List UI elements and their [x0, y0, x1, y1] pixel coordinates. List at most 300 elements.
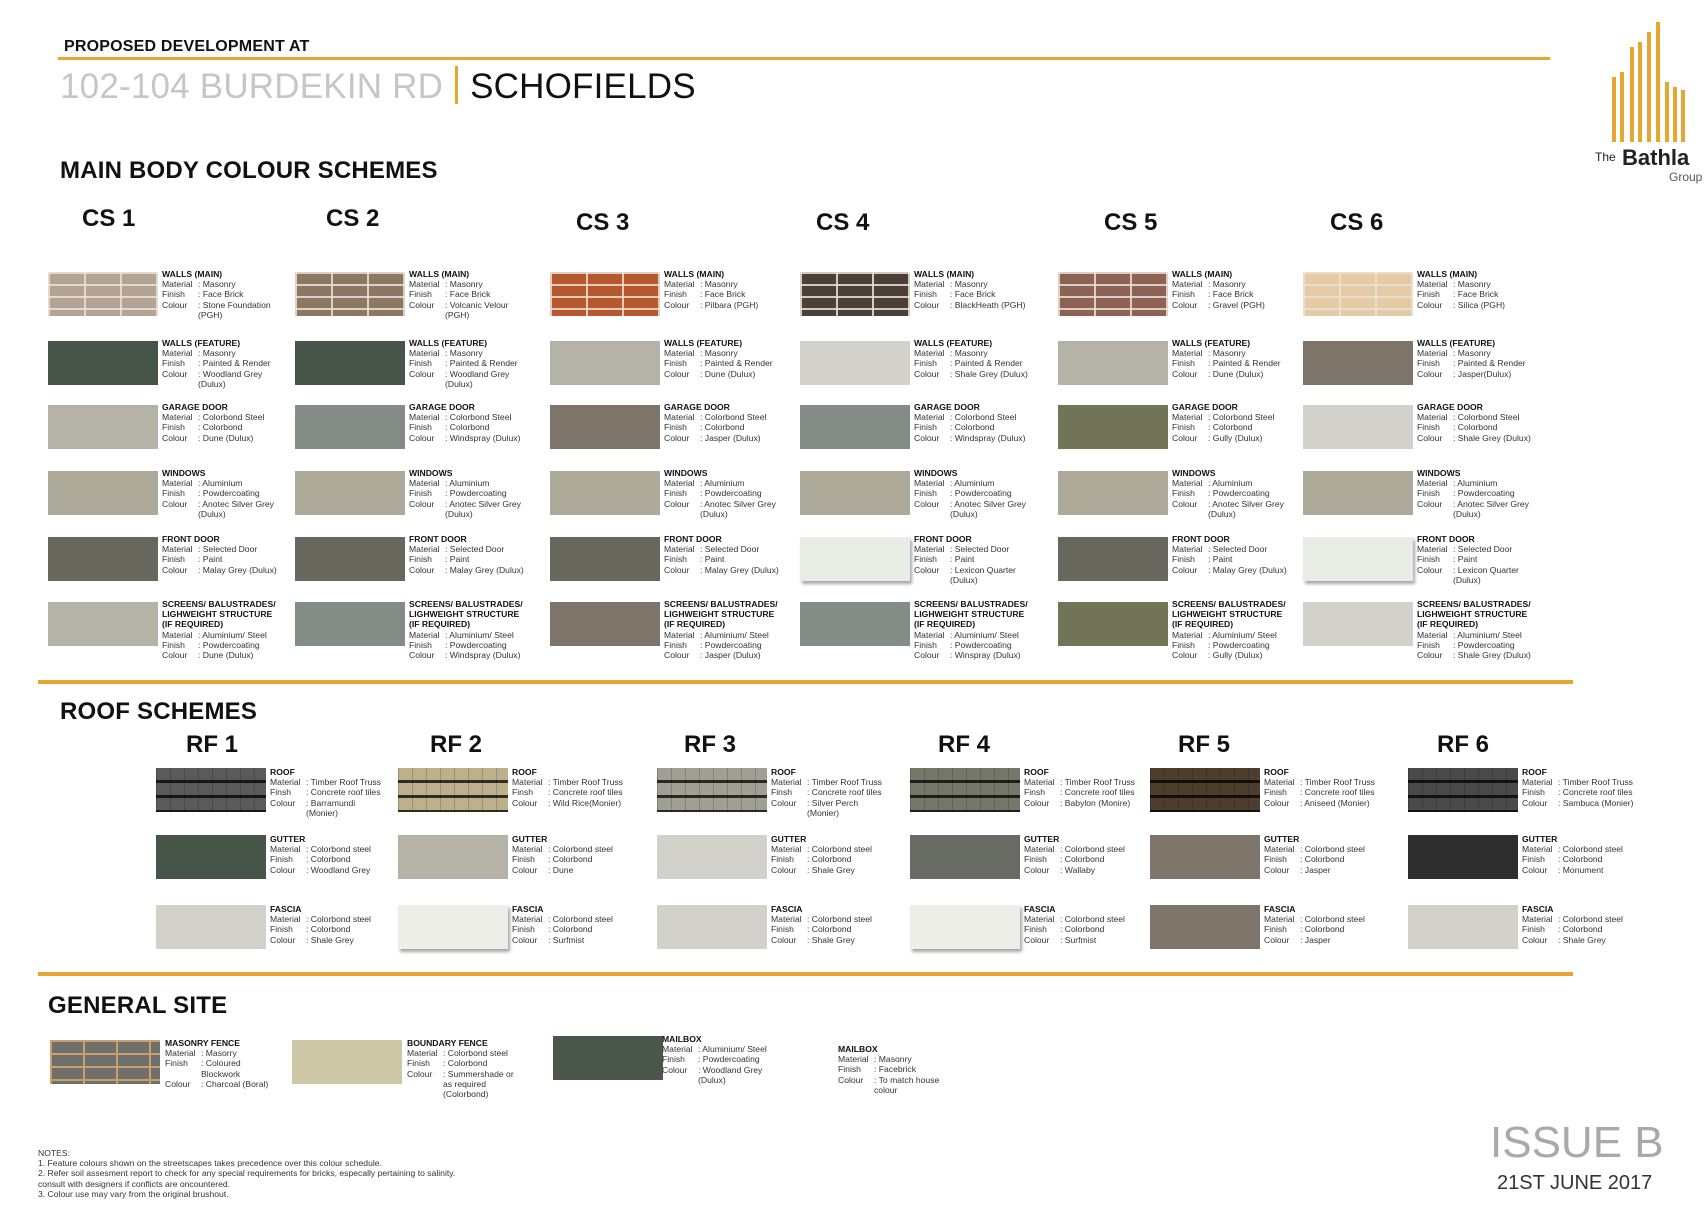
finish-label: Finish	[1417, 358, 1440, 369]
colour-swatch	[398, 768, 508, 812]
spec-block	[664, 534, 780, 575]
finish-label: Finish	[162, 488, 185, 499]
finish-label: Finsh	[512, 787, 534, 798]
material-label: Material	[1417, 629, 1448, 640]
colour-label: Colour	[162, 299, 188, 310]
colour-label: Colour	[162, 498, 188, 509]
material-label: Material	[914, 544, 945, 555]
colour-value: : Dune (Dulux)	[700, 368, 756, 379]
colour-value: : Charcoal (Boral)	[201, 1078, 269, 1089]
finish-label: Finish	[664, 554, 687, 565]
material-label: Material	[409, 412, 440, 423]
material-label: Material	[664, 544, 695, 555]
finish-value: : Concrete roof tiles	[1300, 787, 1375, 798]
spec-heading: WALLS (FEATURE)	[1172, 338, 1251, 348]
colour-swatch	[910, 905, 1020, 949]
finish-label: Finish	[1522, 924, 1545, 935]
colour-swatch	[1408, 768, 1518, 812]
finish-label: Finish	[1172, 488, 1195, 499]
finish-label: Finish	[165, 1058, 188, 1069]
material-label: Material	[1172, 544, 1203, 555]
finish-value: : Powdercoating	[1453, 488, 1515, 499]
finish-value: : Concrete roof tiles	[306, 787, 381, 798]
material-value: : Masonry	[445, 348, 483, 359]
spec-block	[162, 338, 278, 389]
finish-label: Finish	[512, 924, 535, 935]
colour-label: Colour	[1172, 432, 1198, 443]
spec-heading: WINDOWS	[162, 468, 206, 478]
material-label: Material	[1417, 478, 1448, 489]
bathla-group-logo	[1595, 22, 1704, 192]
material-value: : Aluminium/ Steel	[950, 629, 1019, 640]
colour-label: Colour	[771, 864, 797, 875]
finish-label: Finish	[914, 554, 937, 565]
colour-label: Colour	[409, 432, 435, 443]
material-label: Material	[1024, 777, 1055, 788]
colour-value: : Anotec Silver Grey (Dulux)	[1208, 498, 1284, 519]
spec-block	[1522, 834, 1638, 875]
colour-label: Colour	[664, 650, 690, 661]
spec-block	[1417, 468, 1533, 519]
scheme-label-cs5: CS 5	[1104, 209, 1158, 236]
material-label: Material	[1264, 844, 1295, 855]
finish-label: Finish	[512, 854, 535, 865]
material-value: : Masonry	[950, 279, 988, 290]
material-label: Material	[664, 478, 695, 489]
material-label: Material	[838, 1054, 869, 1065]
colour-label: Colour	[1024, 934, 1050, 945]
colour-label: Colour	[270, 797, 296, 808]
main-body-title: MAIN BODY COLOUR SCHEMES	[60, 157, 438, 184]
material-label: Material	[1264, 914, 1295, 925]
colour-swatch	[1408, 905, 1518, 949]
finish-value: : Coloured Blockwork	[201, 1058, 241, 1079]
spec-heading: FASCIA	[1024, 904, 1056, 914]
colour-swatch	[48, 341, 158, 385]
material-value: : Selected Door	[445, 544, 505, 555]
colour-label: Colour	[407, 1068, 433, 1079]
spec-block	[270, 767, 386, 818]
material-value: : Colorbond steel	[548, 844, 613, 855]
colour-value: : Surfmist	[548, 934, 585, 945]
colour-label: Colour	[1264, 797, 1290, 808]
colour-swatch	[292, 1040, 402, 1084]
material-label: Material	[165, 1048, 196, 1059]
note-line: 2. Refer soil assesment report to check for any special requirements for bricks, especally pertaining to salinity.	[38, 1168, 456, 1179]
colour-value: : Barramundi (Monier)	[306, 797, 356, 818]
spec-heading: WALLS (MAIN)	[162, 269, 223, 279]
spec-heading: FASCIA	[270, 904, 302, 914]
spec-heading: ROOF	[270, 767, 295, 777]
spec-block	[1417, 338, 1533, 379]
spec-block	[270, 834, 386, 875]
finish-label: Finish	[914, 422, 937, 433]
material-value: : Colorbond steel	[306, 914, 371, 925]
material-value: : Colorbond steel	[807, 844, 872, 855]
colour-swatch	[48, 537, 158, 581]
material-label: Material	[270, 844, 301, 855]
finish-value: : Painted & Render	[445, 358, 518, 369]
colour-swatch	[398, 905, 508, 949]
colour-label: Colour	[1417, 564, 1443, 575]
spec-heading: ROOF	[1522, 767, 1547, 777]
finish-value: : Paint	[445, 554, 470, 565]
spec-heading: FASCIA	[1522, 904, 1554, 914]
finish-label: Finish	[1417, 422, 1440, 433]
material-label: Material	[1522, 844, 1553, 855]
spec-block	[664, 468, 780, 519]
material-label: Material	[914, 279, 945, 290]
scheme-label-rf5: RF 5	[1178, 731, 1231, 758]
spec-block	[1522, 767, 1638, 808]
spec-block	[771, 834, 887, 875]
finish-value: : Powdercoating	[1453, 639, 1515, 650]
finish-label: Finish	[1172, 289, 1195, 300]
material-label: Material	[409, 348, 440, 359]
colour-value: : Surfmist	[1060, 934, 1097, 945]
colour-value: : Malay Grey (Dulux)	[1208, 564, 1287, 575]
spec-heading: GARAGE DOOR	[1417, 402, 1483, 412]
finish-label: Finish	[162, 289, 185, 300]
finish-value: : Colorbond	[1558, 854, 1603, 865]
colour-label: Colour	[1024, 864, 1050, 875]
colour-swatch	[398, 835, 508, 879]
spec-heading: GUTTER	[270, 834, 306, 844]
material-value: : Colorbond steel	[1558, 844, 1623, 855]
colour-swatch	[657, 905, 767, 949]
material-value: : Aluminium/ Steel	[445, 629, 514, 640]
finish-value: : Colorbond	[198, 422, 243, 433]
finish-value: : Powdercoating	[198, 639, 260, 650]
material-label: Material	[664, 412, 695, 423]
spec-block	[512, 904, 628, 945]
spec-block	[409, 599, 525, 660]
colour-label: Colour	[409, 368, 435, 379]
material-label: Material	[1417, 544, 1448, 555]
spec-heading: FASCIA	[1264, 904, 1296, 914]
material-value: : Aluminium/ Steel	[198, 629, 267, 640]
colour-swatch	[910, 768, 1020, 812]
finish-value: : Powdercoating	[950, 639, 1012, 650]
finish-value: : Powdercoating	[698, 1054, 760, 1065]
logo-the: The	[1595, 150, 1616, 164]
scheme-label-cs3: CS 3	[576, 209, 630, 236]
finish-value: : Colorbond	[548, 924, 593, 935]
section-divider	[38, 680, 1573, 684]
colour-value: : Shale Grey (Dulux)	[1453, 650, 1531, 661]
finish-label: Finish	[662, 1054, 685, 1065]
colour-value: : Silver Perch (Monier)	[807, 797, 859, 818]
colour-value: : Shale Grey (Dulux)	[950, 368, 1028, 379]
scheme-label-rf2: RF 2	[430, 731, 483, 758]
colour-label: Colour	[512, 934, 538, 945]
colour-label: Colour	[409, 564, 435, 575]
colour-value: : Jasper (Dulux)	[700, 432, 761, 443]
finish-label: Finish	[1172, 554, 1195, 565]
note-line: 3. Colour use may vary from the original brushout.	[38, 1188, 229, 1199]
spec-heading: FASCIA	[512, 904, 544, 914]
finish-label: Finish	[914, 488, 937, 499]
material-label: Material	[162, 348, 193, 359]
colour-label: Colour	[664, 368, 690, 379]
colour-swatch	[800, 341, 910, 385]
material-label: Material	[1264, 777, 1295, 788]
finish-label: Finish	[664, 358, 687, 369]
colour-value: : Anotec Silver Grey (Dulux)	[198, 498, 274, 519]
colour-label: Colour	[1172, 564, 1198, 575]
colour-value: : Jasper(Dulux)	[1453, 368, 1512, 379]
colour-label: Colour	[1264, 934, 1290, 945]
spec-block	[409, 534, 525, 575]
finish-value: : Painted & Render	[198, 358, 271, 369]
spec-heading: ROOF	[1264, 767, 1289, 777]
spec-heading: WALLS (MAIN)	[1417, 269, 1478, 279]
spec-block	[1264, 767, 1380, 808]
colour-value: : Windspray (Dulux)	[950, 432, 1026, 443]
finish-value: : Powdercoating	[198, 488, 260, 499]
spec-block	[162, 534, 278, 575]
spec-heading: WALLS (FEATURE)	[162, 338, 241, 348]
spec-heading: WALLS (MAIN)	[409, 269, 470, 279]
finish-label: Finish	[409, 422, 432, 433]
colour-swatch	[657, 768, 767, 812]
material-label: Material	[664, 629, 695, 640]
spec-heading: FRONT DOOR	[664, 534, 722, 544]
material-label: Material	[162, 412, 193, 423]
colour-label: Colour	[162, 432, 188, 443]
material-value: : Aluminium/ Steel	[1453, 629, 1522, 640]
colour-label: Colour	[162, 650, 188, 661]
colour-value: : Anotec Silver Grey (Dulux)	[950, 498, 1026, 519]
finish-label: Finish	[1172, 422, 1195, 433]
spec-block	[914, 599, 1030, 660]
colour-label: Colour	[1172, 299, 1198, 310]
spec-heading: WALLS (FEATURE)	[664, 338, 743, 348]
spec-block	[162, 402, 278, 443]
spec-heading: WINDOWS	[914, 468, 958, 478]
colour-label: Colour	[664, 498, 690, 509]
colour-value: : Babylon (Monire)	[1060, 797, 1131, 808]
material-label: Material	[1172, 348, 1203, 359]
spec-heading: FRONT DOOR	[409, 534, 467, 544]
finish-label: Finish	[270, 854, 293, 865]
spec-block	[914, 269, 1030, 310]
material-label: Material	[914, 629, 945, 640]
scheme-label-cs1: CS 1	[82, 205, 136, 232]
finish-value: : Powdercoating	[700, 488, 762, 499]
finish-value: : Face Brick	[950, 289, 996, 300]
finish-value: : Paint	[198, 554, 223, 565]
colour-value: : Windspray (Dulux)	[445, 432, 521, 443]
finish-value: : Colorbond	[1208, 422, 1253, 433]
colour-swatch	[1303, 537, 1413, 581]
colour-value: : Dune (Dulux)	[1208, 368, 1264, 379]
spec-block	[407, 1038, 523, 1099]
spec-heading: WALLS (MAIN)	[1172, 269, 1233, 279]
colour-swatch	[1058, 537, 1168, 581]
finish-value: : Colorbond	[443, 1058, 488, 1069]
colour-label: Colour	[1024, 797, 1050, 808]
finish-label: Finish	[162, 554, 185, 565]
finish-label: Finish	[914, 358, 937, 369]
finish-label: Finish	[664, 289, 687, 300]
colour-swatch	[1303, 341, 1413, 385]
colour-swatch	[295, 537, 405, 581]
colour-swatch	[550, 405, 660, 449]
colour-swatch	[156, 835, 266, 879]
spec-block	[1172, 468, 1288, 519]
colour-label: Colour	[771, 797, 797, 808]
finish-value: : Colorbond	[950, 422, 995, 433]
spec-block	[662, 1034, 778, 1085]
material-value: : Masonry	[950, 348, 988, 359]
logo-group: Group	[1669, 170, 1703, 184]
colour-value: : Wallaby	[1060, 864, 1096, 875]
colour-swatch	[550, 537, 660, 581]
colour-value: : Malay Grey (Dulux)	[198, 564, 277, 575]
finish-label: Finish	[1417, 289, 1440, 300]
colour-value: : Lexicon Quarter (Dulux)	[1453, 564, 1519, 585]
material-value: : Aluminium	[1453, 478, 1498, 489]
finish-label: Finish	[409, 554, 432, 565]
building-bars-icon	[1595, 22, 1704, 142]
finish-label: Finish	[1264, 787, 1287, 798]
spec-heading: WALLS (FEATURE)	[914, 338, 993, 348]
colour-value: : Pilbara (PGH)	[700, 299, 759, 310]
material-label: Material	[771, 914, 802, 925]
finish-label: Finish	[1417, 488, 1440, 499]
finish-value: : Colorbond	[807, 854, 852, 865]
section-divider	[38, 972, 1573, 976]
finish-label: Finsh	[270, 787, 292, 798]
finish-label: Finish	[1264, 924, 1287, 935]
colour-label: Colour	[512, 797, 538, 808]
colour-swatch	[657, 835, 767, 879]
finish-label: Finish	[162, 358, 185, 369]
street-address: 102-104 BURDEKIN RD	[60, 67, 444, 106]
finish-label: Finish	[162, 639, 185, 650]
finish-value: : Painted & Render	[950, 358, 1023, 369]
roof-schemes-title: ROOF SCHEMES	[60, 698, 258, 725]
colour-swatch	[48, 471, 158, 515]
spec-heading: SCREENS/ BALUSTRADES/ LIGHWEIGHT STRUCTURE (IF REQUIRED)	[914, 599, 1028, 630]
colour-value: : Stone Foundation (PGH)	[198, 299, 271, 320]
colour-label: Colour	[838, 1074, 864, 1085]
finish-label: Finsh	[771, 787, 793, 798]
material-label: Material	[1172, 279, 1203, 290]
finish-value: : Colorbond	[1300, 924, 1345, 935]
spec-heading: FRONT DOOR	[162, 534, 220, 544]
material-label: Material	[1024, 844, 1055, 855]
colour-label: Colour	[409, 498, 435, 509]
material-value: : Colorbond Steel	[700, 412, 767, 423]
spec-heading: WINDOWS	[409, 468, 453, 478]
finish-value: : Colorbond	[306, 854, 351, 865]
spec-block	[1172, 534, 1288, 575]
spec-heading: GARAGE DOOR	[409, 402, 475, 412]
colour-swatch	[48, 602, 158, 646]
colour-swatch	[1303, 272, 1413, 316]
material-value: : Colorbond Steel	[445, 412, 512, 423]
finish-value: : Painted & Render	[1453, 358, 1526, 369]
finish-label: Finish	[270, 924, 293, 935]
material-value: : Timber Roof Truss	[807, 777, 882, 788]
colour-swatch	[550, 272, 660, 316]
material-label: Material	[1172, 478, 1203, 489]
colour-swatch	[550, 471, 660, 515]
spec-block	[1264, 834, 1380, 875]
material-label: Material	[162, 478, 193, 489]
colour-value: : Anotec Silver Grey (Dulux)	[1453, 498, 1529, 519]
spec-block	[1264, 904, 1380, 945]
colour-value: : Dune	[548, 864, 574, 875]
spec-heading: GUTTER	[1522, 834, 1558, 844]
notes-title: NOTES:	[38, 1148, 70, 1158]
spec-block	[664, 269, 780, 310]
material-label: Material	[1172, 629, 1203, 640]
colour-value: : Shale Grey	[807, 934, 855, 945]
material-value: : Colorbond steel	[1060, 914, 1125, 925]
material-value: : Masonry	[198, 348, 236, 359]
spec-block	[1172, 269, 1288, 310]
spec-block	[1417, 534, 1533, 585]
material-label: Material	[1417, 412, 1448, 423]
finish-value: : Colorbond	[807, 924, 852, 935]
colour-label: Colour	[1522, 934, 1548, 945]
spec-heading: GARAGE DOOR	[162, 402, 228, 412]
spec-block	[1417, 269, 1533, 310]
material-label: Material	[512, 777, 543, 788]
colour-value: : Volcanic Velour (PGH)	[445, 299, 509, 320]
colour-value: : Gully (Dulux)	[1208, 432, 1263, 443]
finish-label: Finish	[409, 358, 432, 369]
spec-heading: ROOF	[1024, 767, 1049, 777]
finish-value: : Powdercoating	[1208, 488, 1270, 499]
address-title	[60, 66, 696, 107]
material-value: : Aluminium	[700, 478, 745, 489]
material-value: : Selected Door	[1453, 544, 1513, 555]
colour-label: Colour	[1417, 498, 1443, 509]
colour-swatch	[1058, 341, 1168, 385]
material-value: : Aluminium	[445, 478, 490, 489]
material-value: : Selected Door	[700, 544, 760, 555]
finish-label: Finsh	[1024, 787, 1046, 798]
note-line: consult with designers if conflicts are oncountered.	[38, 1178, 231, 1189]
colour-label: Colour	[162, 368, 188, 379]
spec-block	[1172, 599, 1288, 660]
finish-value: : Powdercoating	[1208, 639, 1270, 650]
finish-label: Finish	[1522, 854, 1545, 865]
finish-value: : Colorbond	[1300, 854, 1345, 865]
material-value: : Colorbond Steel	[1453, 412, 1520, 423]
spec-block	[270, 904, 386, 945]
colour-label: Colour	[914, 299, 940, 310]
notes	[38, 1148, 455, 1199]
colour-value: : Shale Grey (Dulux)	[1453, 432, 1531, 443]
finish-value: : Paint	[950, 554, 975, 565]
material-value: : Colorbond steel	[443, 1048, 508, 1059]
spec-heading: GUTTER	[771, 834, 807, 844]
material-value: : Colorbond steel	[807, 914, 872, 925]
colour-swatch	[550, 341, 660, 385]
colour-swatch	[48, 405, 158, 449]
colour-label: Colour	[914, 432, 940, 443]
material-label: Material	[1522, 777, 1553, 788]
colour-value: : Silica (PGH)	[1453, 299, 1506, 310]
colour-swatch	[1303, 471, 1413, 515]
finish-label: Finish	[771, 924, 794, 935]
finish-value: : Powdercoating	[445, 488, 507, 499]
